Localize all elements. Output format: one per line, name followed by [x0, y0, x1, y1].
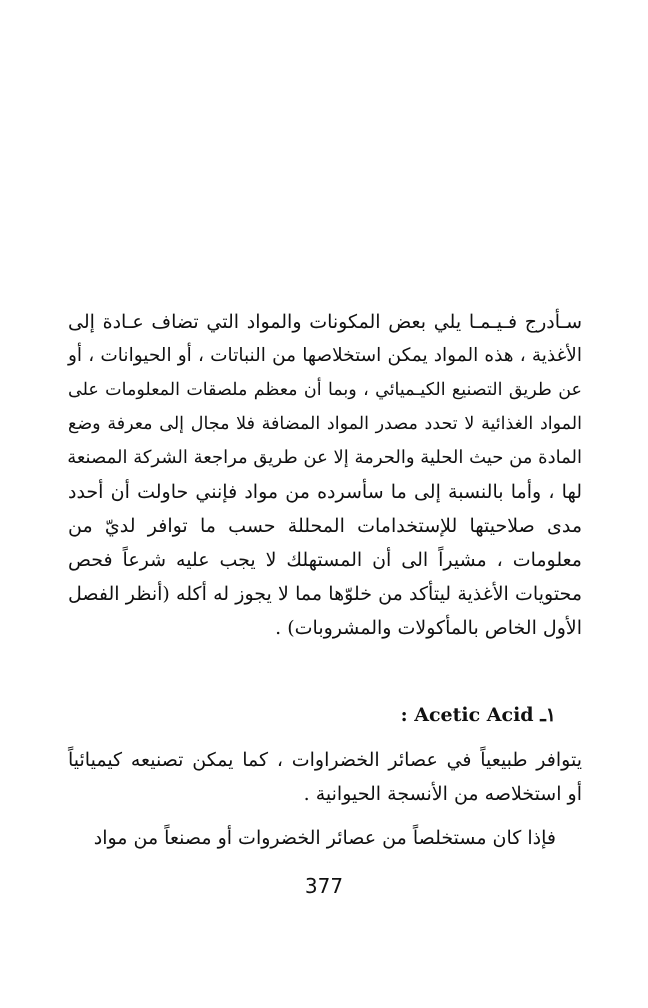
section-heading: ١ـ Acetic Acid : [400, 704, 556, 726]
paragraph-1-line-4: المواد الغذائية لا تحدد مصدر المواد المضافة فلا مجال إلى معرفة وضع [68, 414, 582, 434]
paragraph-1-line-2: الأغذية ، هذه المواد يمكن استخلاصها من النباتات ، أو الحيوانات ، أو [68, 345, 582, 366]
paragraph-1-line-7: مدى صلاحيتها للإستخدامات المحللة حسب ما توافر لديّ من [68, 515, 582, 537]
paragraph-1-line-10: الأول الخاص بالمأكولات والمشروبات) . [275, 617, 582, 639]
paragraph-2-line-2: أو استخلاصه من الأنسجة الحيوانية . [303, 783, 582, 805]
paragraph-1-line-9: محتويات الأغذية ليتأكد من خلوّها مما لا يجوز له أكله (أنظر الفصل [68, 583, 582, 605]
paragraph-1-line-5: المادة من حيث الحلية والحرمة إلا عن طريق مراجعة الشركة المصنعة [67, 447, 582, 468]
paragraph-1-line-3: عن طريق التصنيع الكيـميائي ، وبما أن معظم ملصقات المعلومات على [68, 380, 582, 400]
paragraph-3-line-1: فإذا كان مستخلصاً من عصائر الخضروات أو مصنعاً من مواد [93, 827, 556, 849]
paragraph-1-line-8: معلومات ، مشيراً الى أن المستهلك لا يجب عليه شرعاً فحص [68, 549, 582, 571]
page-number: 377 [304, 874, 344, 898]
paragraph-2-line-1: يتوافر طبيعياً في عصائر الخضراوات ، كما يمكن تصنيعه كيميائياً [68, 749, 582, 771]
paragraph-1-line-1: سـأدرج فـيـمـا يلي بعض المكونات والمواد التي تضاف عـادة إلى [68, 311, 582, 333]
paragraph-1-line-6: لها ، وأما بالنسبة إلى ما سأسرده من مواد فإنني حاولت أن أحدد [68, 481, 582, 503]
